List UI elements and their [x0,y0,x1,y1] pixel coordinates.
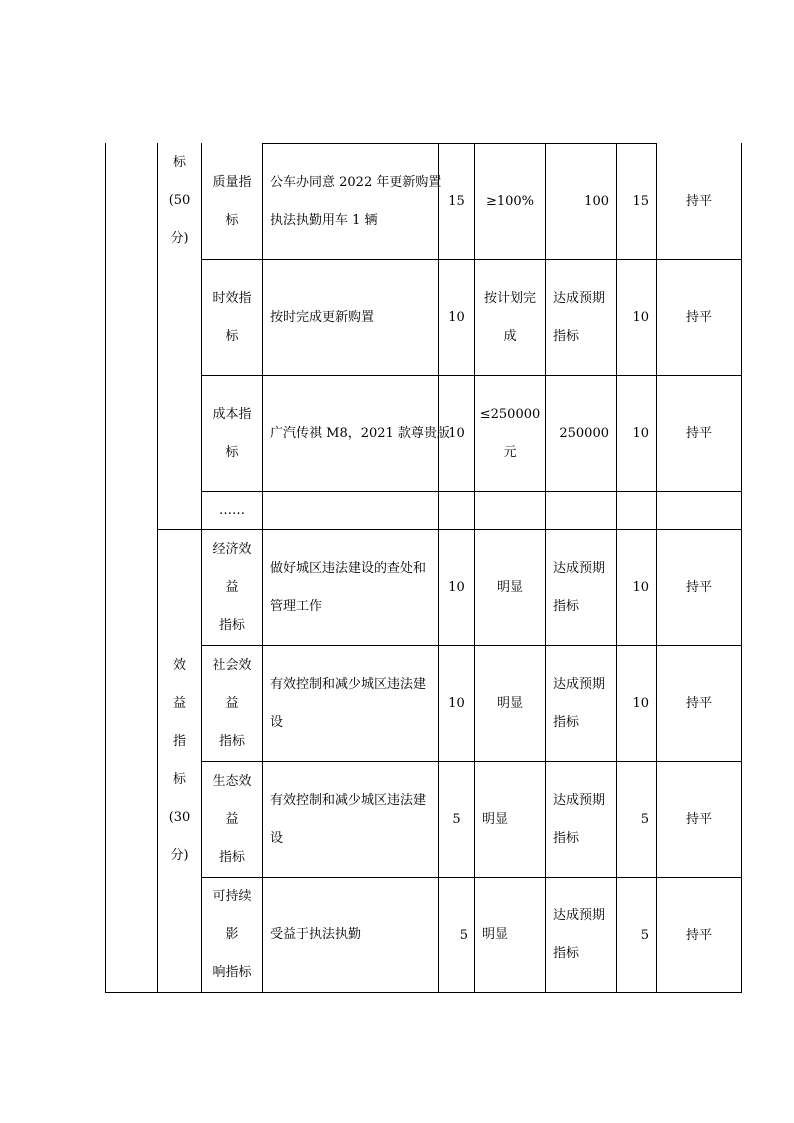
weight-cell: 15 [448,194,465,209]
indicator-cell [202,878,262,992]
category-label-line: 标 [172,155,186,170]
indicator-cell [202,376,262,491]
score-cell: 5 [640,927,649,943]
indicator-line: 益 [225,695,239,711]
actual-line: 指标 [553,598,580,614]
indicator-line: 质量指 [212,174,252,190]
category-label-line: 益 [172,696,186,711]
column-divider [262,143,263,993]
weight-cell: 10 [448,426,465,441]
content-line: 设 [270,714,284,730]
target-cell [482,762,545,877]
target-cell [475,376,545,491]
actual-cell [553,260,616,375]
indicator-line: 标 [225,212,239,228]
performance-table [105,143,742,993]
content-cell [270,376,450,491]
category-label-line: (30 [168,810,191,825]
score-cell: 10 [632,426,649,441]
target-line: ≥100% [485,193,535,209]
content-line: 受益于执法执勤 [270,927,362,942]
indicator-line: 社会效 [212,657,252,673]
indicator-cell [202,530,262,645]
target-line: 明显 [482,927,509,942]
trend-cell: 持平 [685,812,712,827]
actual-cell [546,376,609,491]
content-cell [270,762,438,877]
trend-cell: 持平 [685,310,712,325]
score-cell: 5 [640,812,649,827]
category-label-performance [158,143,201,259]
trend-cell: 持平 [685,927,712,943]
weight-cell: 10 [448,580,465,595]
content-line: 按时完成更新购置 [270,309,375,325]
actual-cell [546,144,609,259]
actual-line: 指标 [553,946,580,961]
category-label-line: (50 [168,193,191,208]
target-line: ≤250000 [479,406,541,422]
score-cell: 10 [632,310,649,325]
target-cell [475,260,545,375]
target-cell [482,878,545,992]
indicator-line: 益 [225,579,239,595]
actual-line: 达成预期 [553,908,606,923]
trend-cell: 持平 [685,426,712,441]
column-divider [545,143,546,993]
actual-cell [553,530,616,645]
category-label-line: 效 [172,658,186,673]
trend-cell: 持平 [685,580,712,595]
actual-cell [553,646,616,761]
target-line: 明显 [496,695,523,711]
indicator-cell [202,260,262,375]
weight-cell: 5 [452,812,461,827]
target-cell [475,144,545,259]
ellipsis-cell [202,492,262,529]
indicator-line: 指标 [218,733,245,749]
indicator-line: 经济效 [212,541,252,557]
actual-line: 达成预期 [553,676,606,692]
weight-cell: 10 [448,696,465,711]
category-label-line: 分) [170,231,189,246]
content-cell [270,646,438,761]
category-label-line: 指 [172,734,186,749]
weight-cell: 10 [448,310,465,325]
indicator-line: 标 [225,444,239,460]
target-cell [475,646,545,761]
indicator-line: 成本指 [212,406,252,422]
target-cell [475,530,545,645]
target-line: 明显 [482,811,509,827]
indicator-cell [202,762,262,877]
content-cell [270,260,438,375]
content-line: 执法执勤用车 1 辆 [270,212,378,228]
indicator-line: 响指标 [212,965,252,980]
indicator-line: 标 [225,328,239,344]
indicator-line: 可持续 [212,889,252,904]
content-line: 广汽传祺 M8，2021 款尊贵版 [270,425,450,441]
target-line: 成 [503,328,517,344]
row-divider [201,491,742,492]
target-line: 元 [503,444,517,460]
actual-line: 250000 [559,425,609,441]
indicator-line: 影 [225,927,239,942]
actual-line: 指标 [553,714,580,730]
ellipsis-text: …… [219,503,245,518]
table-border-bottom [105,992,742,993]
category-label-benefit [158,530,201,992]
score-cell: 10 [632,580,649,595]
content-line: 设 [270,830,284,846]
indicator-line: 指标 [218,617,245,633]
indicator-cell [202,144,262,259]
category-label-line: 分) [170,848,189,863]
table-border-left [105,143,106,993]
content-cell [270,530,438,645]
actual-cell [553,762,616,877]
indicator-line: 时效指 [212,290,252,306]
indicator-line: 生态效 [212,773,252,789]
content-line: 有效控制和减少城区违法建 [270,792,427,808]
table-border-right [741,143,742,993]
category-label-line: 标 [172,772,186,787]
target-line: 按计划完 [483,290,536,306]
content-cell [270,878,438,992]
actual-line: 100 [584,193,609,209]
indicator-cell [202,646,262,761]
score-cell: 10 [632,696,649,711]
actual-line: 指标 [553,328,580,344]
trend-cell: 持平 [685,194,712,209]
content-line: 有效控制和减少城区违法建 [270,676,427,692]
target-line: 明显 [496,579,523,595]
actual-line: 达成预期 [553,560,606,576]
content-cell [270,144,442,259]
indicator-line: 指标 [218,849,245,865]
actual-cell [553,878,616,992]
weight-cell: 5 [459,927,468,943]
content-line: 做好城区违法建设的查处和 [270,560,427,576]
actual-line: 达成预期 [553,290,606,306]
score-cell: 15 [632,194,649,209]
trend-cell: 持平 [685,696,712,711]
indicator-line: 益 [225,811,239,827]
actual-line: 指标 [553,830,580,846]
actual-line: 达成预期 [553,792,606,808]
content-line: 管理工作 [270,598,323,614]
content-line: 公车办同意 2022 年更新购置 [270,174,442,190]
